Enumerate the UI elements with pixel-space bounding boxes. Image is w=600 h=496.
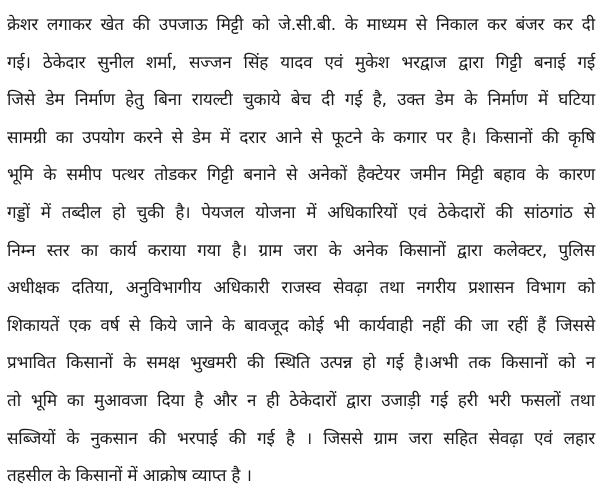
text-line: सामग्री का उपयोग करने से डेम में दरार आने से फूटने के कगार पर है। किसानों की कृषि bbox=[7, 127, 595, 148]
text-line: जिसे डेम निर्माण हेतु बिना रायल्टी चुकाये बेच दी गई है, उक्त डेम के निर्माण में घटिया bbox=[7, 90, 595, 111]
text-line: प्रभावित किसानों के समक्ष भुखमरी की स्थिति उत्पन्न हो गई है।अभी तक किसानों को न bbox=[7, 353, 595, 374]
text-line: सब्जियों के नुकसान की भरपाई की गई है । जिससे ग्राम जरा सहित सेवढ़ा एवं लहार bbox=[7, 428, 595, 449]
text-line: गई। ठेकेदार सुनील शर्मा, सज्जन सिंह यादव एवं मुकेश भरद्वाज द्वारा गिट्टी बनाई गई bbox=[7, 52, 595, 73]
text-line: भूमि के समीप पत्थर तोडकर गिट्टी बनाने से अनेकों हैक्टेयर जमीन मिट्टी बहाव के कारण bbox=[7, 165, 595, 186]
paragraph bbox=[7, 7, 595, 496]
text-line: तो भूमि का मुआवजा दिया है और न ही ठेकेदारों द्वारा उजाड़ी गई हरी भरी फसलों तथा bbox=[7, 390, 595, 411]
text-line: गड्डों में तब्दील हो चुकी है। पेयजल योजना में अधिकारियों एवं ठेकेदारों की सांठगांठ से bbox=[7, 202, 595, 223]
text-line: अधीक्षक दतिया, अनुविभागीय अधिकारी राजस्व सेवढ़ा तथा नगरीय प्रशासन विभाग को bbox=[7, 278, 595, 299]
text-line: निम्न स्तर का कार्य कराया गया है। ग्राम जरा के अनेक किसानों द्वारा कलेक्टर, पुलिस bbox=[7, 240, 595, 261]
text-line: क्रेशर लगाकर खेत की उपजाऊ मिट्टी को जे.सी.बी. के माध्यम से निकाल कर बंजर कर दी bbox=[7, 15, 595, 35]
text-line-last: तहसील के किसानों में आक्रोष व्याप्त है । bbox=[7, 466, 252, 487]
text-line: शिकायतें एक वर्ष से किये जाने के बावजूद कोई भी कार्यवाही नहीं की जा रहीं हैं जिससे bbox=[7, 315, 595, 336]
